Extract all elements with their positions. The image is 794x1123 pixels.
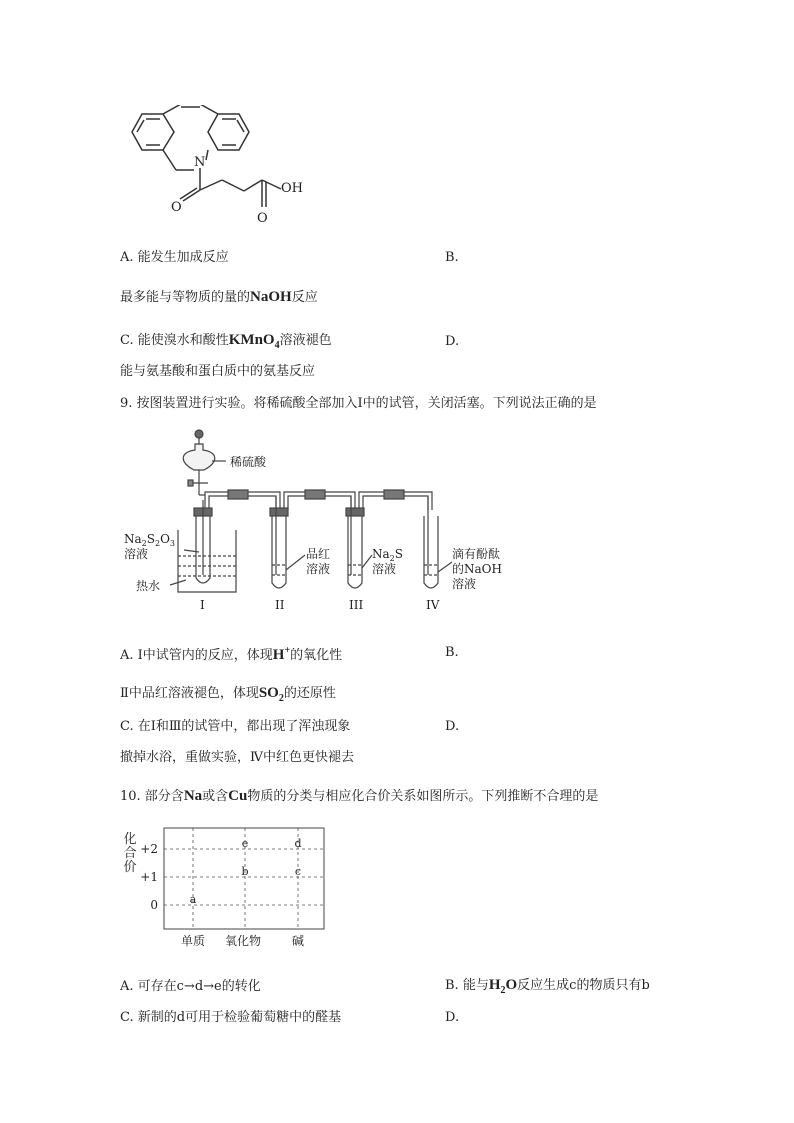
chart-y-tick-label: +2: [140, 842, 158, 856]
label-thiosulfate-solution: 溶液: [124, 547, 149, 561]
atom-o-amide: O: [171, 200, 182, 215]
formula-h-plus: H+: [272, 645, 291, 663]
tube-label-1: I: [200, 598, 205, 612]
q9-b-pre: Ⅱ中品红溶液褪色，体现: [120, 686, 259, 701]
q10-stem: [120, 787, 598, 806]
chart-x-tick-label: 单质: [180, 934, 206, 948]
formula-na: Na: [183, 788, 203, 804]
q8-option-d-letter: D.: [445, 334, 460, 349]
formula-cu: Cu: [228, 788, 248, 804]
valence-chart: [115, 825, 335, 950]
formula-so2: $SO_2$: [258, 685, 284, 704]
q10-option-d: D.: [445, 1010, 460, 1025]
chart-x-tick-label: 碱: [291, 934, 305, 948]
chart-point-a: a: [189, 893, 197, 906]
label-na2s-solution: 溶液: [372, 562, 397, 576]
q9-a-pre: A. Ⅰ中试管内的反应，体现: [120, 648, 273, 663]
q9-b-post: 的还原性: [283, 686, 336, 701]
q10-option-c: C. 新制的d可用于检验葡萄糖中的醛基: [120, 1010, 342, 1025]
label-pinhong-solution: 溶液: [306, 562, 331, 576]
q8-option-a: A. 能发生加成反应: [120, 250, 229, 265]
molecule-structure: [115, 105, 335, 225]
tube-label-4: IV: [426, 598, 440, 612]
q8-option-c: [120, 331, 332, 355]
atom-o-acid: O: [257, 211, 268, 225]
chart-y-tick-label: 0: [150, 898, 158, 912]
chart-y-axis-title-char: 化: [123, 832, 137, 847]
label-hot-water: 热水: [136, 579, 161, 593]
chart-y-axis-title-char: 合: [123, 846, 137, 861]
group-oh: OH: [281, 181, 303, 196]
label-naoh: 的NaOH: [452, 562, 502, 576]
q9-option-c: C. 在Ⅰ和Ⅲ的试管中，都出现了浑浊现象: [120, 719, 351, 734]
q9-a-post: 的氧化性: [290, 648, 343, 663]
chart-point-b: b: [241, 865, 249, 878]
formula-h2o: $H_2O$: [488, 977, 518, 996]
q9-option-a: [120, 642, 342, 665]
q8-option-d-text: 能与氨基酸和蛋白质中的氨基反应: [120, 364, 316, 379]
chart-point-e: e: [241, 837, 249, 850]
q10-b-post: 反应生成c的物质只有b: [517, 978, 650, 993]
chart-x-tick-label: 氧化物: [224, 934, 262, 948]
q8-option-b-letter: B.: [445, 250, 459, 265]
q10-option-b: [445, 976, 650, 1000]
label-thiosulfate: $Na_2S_2O_3$: [124, 532, 176, 548]
tube-label-2: II: [275, 598, 285, 612]
q10-stem-pre: 10. 部分含: [120, 789, 184, 804]
q9-apparatus-figure: [110, 422, 530, 617]
label-na2s: $Na_2S$: [372, 547, 403, 563]
q8-option-b-text: [120, 288, 318, 307]
label-dilute-acid: 稀硫酸: [230, 455, 267, 469]
q9-option-b-letter: B.: [445, 645, 459, 660]
q8-c-post: 溶液褪色: [279, 333, 332, 348]
q8-b-pre: 最多能与等物质的量的: [120, 290, 251, 305]
q9-option-d-letter: D.: [445, 719, 460, 734]
q8-c-pre: C. 能使溴水和酸性: [120, 333, 229, 348]
chart-y-tick-label: +1: [140, 870, 158, 884]
q8-b-post: 反应: [291, 290, 318, 305]
tube-label-3: III: [349, 598, 364, 612]
formula-naoh: NaOH: [250, 289, 292, 305]
q9-option-d-text: 撤掉水浴，重做实验，Ⅳ中红色更快褪去: [120, 750, 354, 765]
label-pinhong: 品红: [306, 547, 331, 561]
q9-stem: 9. 按图装置进行实验。将稀硫酸全部加入Ⅰ中的试管，关闭活塞。下列说法正确的是: [120, 396, 597, 411]
chart-point-c: c: [294, 865, 302, 878]
atom-n: N: [194, 155, 206, 170]
label-phenolphthalein: 滴有酚酞: [452, 547, 501, 561]
q10-stem-post: 物质的分类与相应化合价关系如图所示。下列推断不合理的是: [247, 789, 599, 804]
q9-option-b-text: [120, 684, 336, 708]
q10-stem-mid: 或含: [202, 789, 229, 804]
formula-kmno4: KMnO$_4$: [228, 332, 280, 351]
label-naoh-solution: 溶液: [452, 577, 477, 591]
q10-b-pre: B. 能与: [445, 978, 489, 993]
chart-y-axis-title-char: 价: [123, 860, 137, 875]
chart-point-d: d: [294, 837, 302, 850]
q10-option-a: A. 可存在c→d→e的转化: [120, 979, 261, 994]
